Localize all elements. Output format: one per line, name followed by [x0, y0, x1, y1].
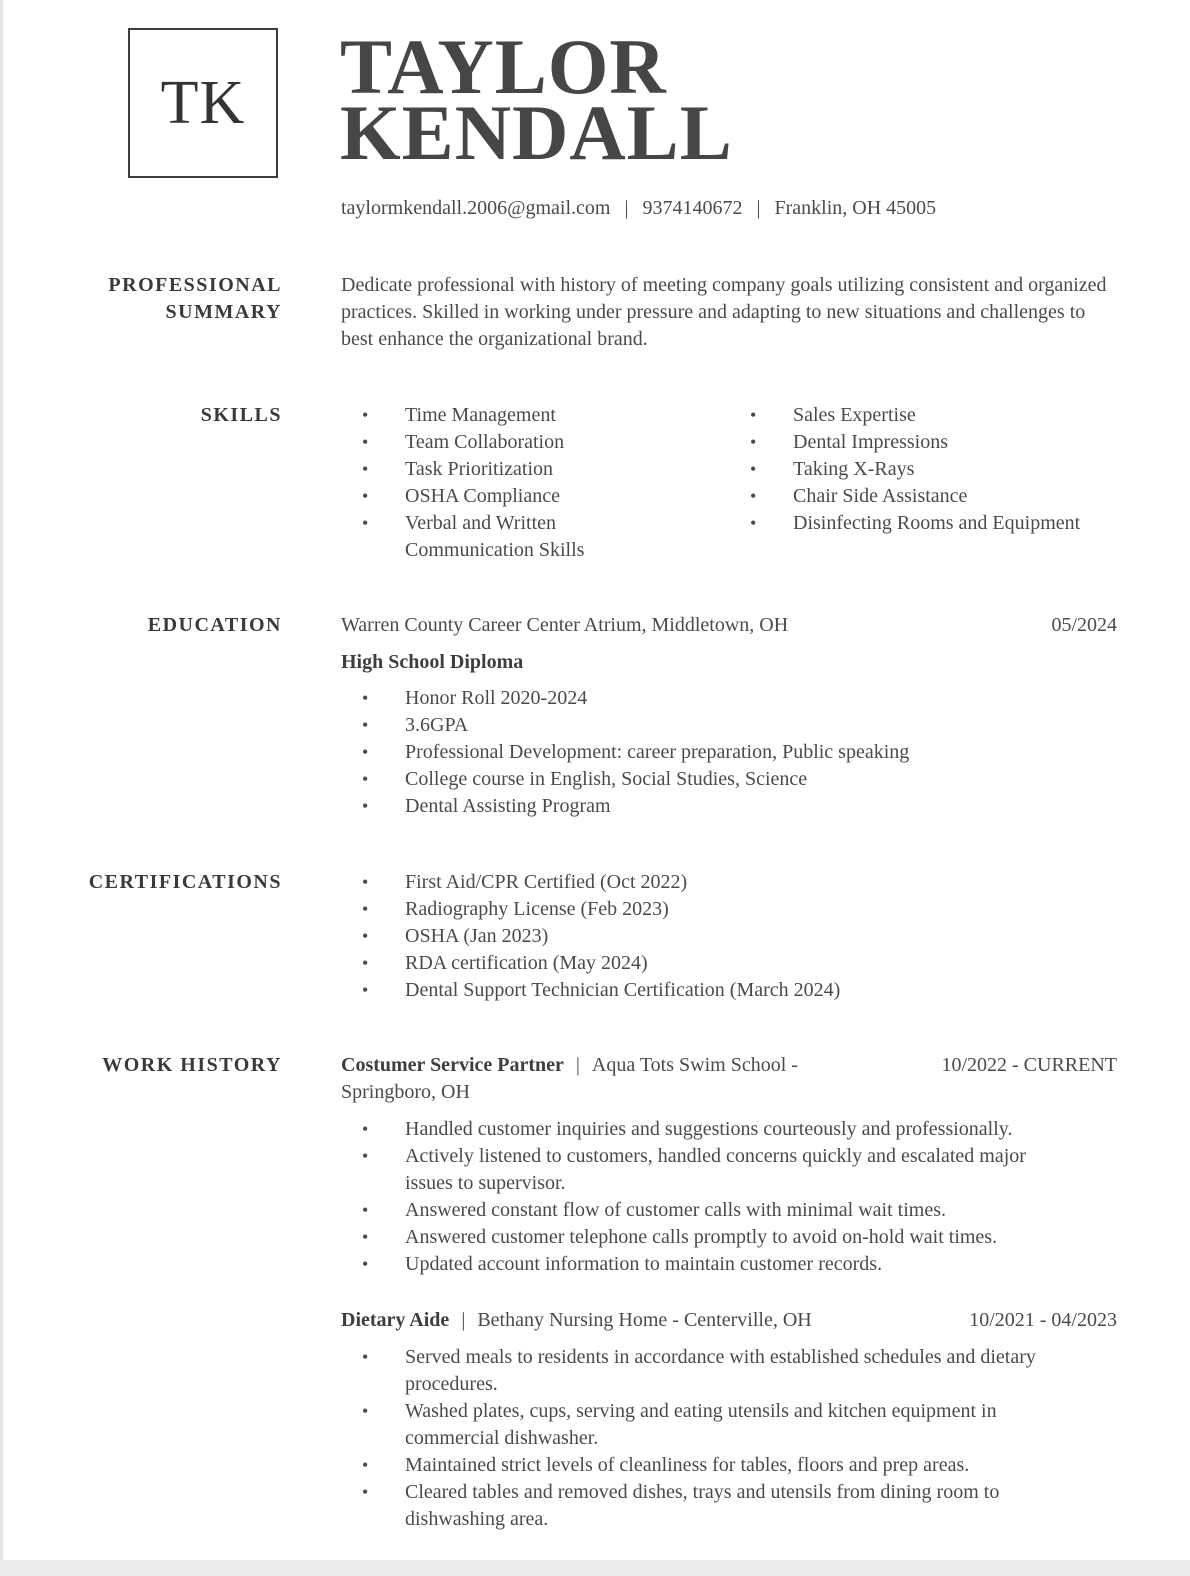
job-duty-item: • Cleared tables and removed dishes, trays and utensils from dining room to dishwashing area. [341, 1479, 1075, 1533]
skill-item: • Chair Side Assistance [729, 483, 1129, 510]
skills-heading: SKILLS [200, 404, 282, 426]
contact-email: taylormkendall.2006@gmail.com [341, 197, 611, 219]
skills-left-list [341, 402, 721, 564]
skill-item: • Team Collaboration [341, 429, 721, 456]
job-header [341, 1307, 1117, 1334]
skill-item: • OSHA Compliance [341, 483, 721, 510]
contact-phone: 9374140672 [642, 197, 743, 219]
skill-item: • Sales Expertise [729, 402, 1129, 429]
job-separator: | [461, 1309, 466, 1331]
job-duties-list [341, 1344, 1111, 1533]
contact-line [341, 197, 936, 220]
skill-item: • Dental Impressions [729, 429, 1129, 456]
certification-item: • RDA certification (May 2024) [341, 950, 1121, 977]
summary-text: Dedicate professional with history of meeting company goals utilizing consistent and organized practices. Skilled in working under pressure and adapting to new situations and challenges to best enhance the organizational brand. [341, 274, 1107, 350]
education-item: • 3.6GPA [341, 712, 1121, 739]
education-item: • College course in English, Social Studies, Science [341, 766, 1121, 793]
monogram-text: TK [160, 68, 246, 137]
summary-heading [42, 272, 282, 326]
education-item: • Honor Roll 2020-2024 [341, 685, 1121, 712]
summary-heading-line2: SUMMARY [165, 301, 282, 323]
education-degree: High School Diploma [341, 651, 524, 673]
job-separator: | [575, 1054, 580, 1076]
job-duty-item: • Served meals to residents in accordance with established schedules and dietary procedures. [341, 1344, 1095, 1398]
skills-right-list [729, 402, 1129, 537]
job-duty-item: • Washed plates, cups, serving and eating utensils and kitchen equipment in commercial dishwasher. [341, 1398, 1075, 1452]
last-name: KENDALL [340, 89, 733, 176]
certification-item: • Radiography License (Feb 2023) [341, 896, 1121, 923]
education-list [341, 685, 1121, 820]
job-employer: Bethany Nursing Home - Centerville, OH [477, 1309, 812, 1331]
certifications-block [341, 869, 1121, 1004]
skill-item: • Taking X-Rays [729, 456, 1129, 483]
skill-item: • Disinfecting Rooms and Equipment [729, 510, 1129, 537]
contact-separator: | [624, 197, 629, 219]
job-role: Costumer Service Partner [341, 1054, 564, 1076]
contact-location: Franklin, OH 45005 [774, 197, 937, 219]
education-date: 05/2024 [1051, 614, 1117, 636]
skills-right-column [729, 402, 1129, 537]
skill-item: • Task Prioritization [341, 456, 721, 483]
summary-heading-line1: PROFESSIONAL [108, 274, 282, 296]
page-edge [0, 0, 3, 1576]
job-duty-item: • Answered customer telephone calls promptly to avoid on-hold wait times. [341, 1224, 1111, 1251]
education-details [341, 685, 1121, 820]
certification-item: • OSHA (Jan 2023) [341, 923, 1121, 950]
monogram-box [128, 28, 278, 178]
certification-item: • Dental Support Technician Certification (March 2024) [341, 977, 1121, 1004]
certifications-list [341, 869, 1121, 1004]
job-duty-item: • Updated account information to maintain customer records. [341, 1251, 1111, 1278]
job-duty-item: • Handled customer inquiries and suggestions courteously and professionally. [341, 1116, 1111, 1143]
page-bottom-edge [0, 1560, 1190, 1576]
education-item: • Dental Assisting Program [341, 793, 1121, 820]
education-school: Warren County Career Center Atrium, Middletown, OH [341, 614, 789, 636]
job-role: Dietary Aide [341, 1309, 450, 1331]
education-item: • Professional Development: career preparation, Public speaking [341, 739, 1121, 766]
full-name [340, 23, 733, 176]
job-dates: 10/2022 - CURRENT [941, 1054, 1117, 1076]
job-duties-list [341, 1116, 1111, 1278]
work-heading: WORK HISTORY [102, 1054, 282, 1076]
job-employer: Aqua Tots Swim School - [591, 1054, 798, 1076]
job-header [341, 1052, 1117, 1079]
job-duty-item: • Actively listened to customers, handled concerns quickly and escalated major issues to supervisor. [341, 1143, 1070, 1197]
certification-item: • First Aid/CPR Certified (Oct 2022) [341, 869, 1121, 896]
education-school-row [341, 612, 1117, 639]
job-duties [341, 1116, 1111, 1278]
job-duty-item: • Answered constant flow of customer calls with minimal wait times. [341, 1197, 1111, 1224]
job-employer-cont: Springboro, OH [341, 1081, 470, 1103]
first-name: TAYLOR [340, 23, 667, 110]
education-heading: EDUCATION [147, 614, 282, 636]
contact-separator: | [756, 197, 761, 219]
job-duties [341, 1344, 1111, 1533]
skills-left-column [341, 402, 721, 564]
skill-item: • Time Management [341, 402, 721, 429]
skill-item: • Verbal and Written Communication Skills [341, 510, 665, 564]
job-duty-item: • Maintained strict levels of cleanliness for tables, floors and prep areas. [341, 1452, 1111, 1479]
certifications-heading: CERTIFICATIONS [88, 871, 282, 893]
job-dates: 10/2021 - 04/2023 [969, 1309, 1117, 1331]
